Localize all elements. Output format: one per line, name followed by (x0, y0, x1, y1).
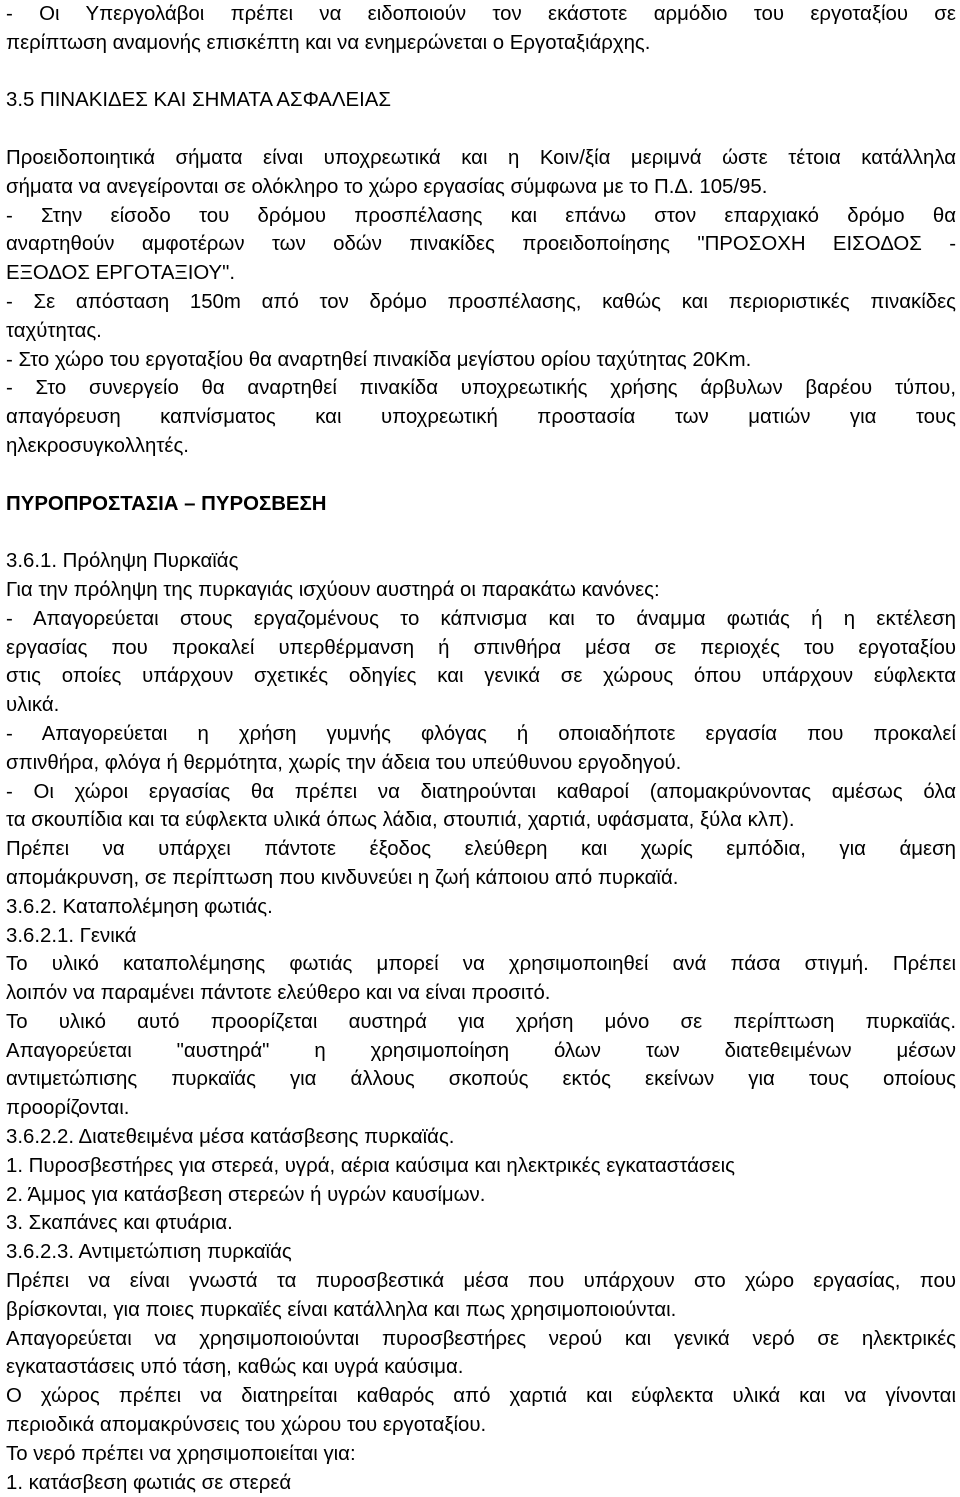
text-line: Προειδοποιητικά σήματα είναι υποχρεωτικά και η Κοιν/ξία μεριμνά ώστε τέτοια κατάλληλα (6, 146, 956, 169)
text-line: Απαγορεύεται "αυστηρά" η χρησιμοποίηση όλων των διατεθειμένων μέσων (6, 1039, 956, 1062)
subsection-heading: 3.6.2.3. Αντιμετώπιση πυρκαϊάς (6, 1241, 292, 1264)
text-line: βρίσκονται, για ποιες πυρκαϊές είναι κατάλληλα και πως χρησιμοποιούνται. (6, 1298, 677, 1321)
text-line: Ο χώρος πρέπει να διατηρείται καθαρός από χαρτιά και εύφλεκτα υλικά και να γίνονται (6, 1385, 956, 1408)
text-line: σπινθήρα, φλόγα ή θερμότητα, χωρίς την άδεια του υπεύθυνου εργοδηγού. (6, 751, 682, 774)
text-line: - Στο χώρο του εργοταξίου θα αναρτηθεί πινακίδα μεγίστου ορίου ταχύτητας 20Km. (6, 348, 752, 371)
text-line: - Οι Υπεργολάβοι πρέπει να ειδοποιούν τον εκάστοτε αρμόδιο του εργοταξίου σε (6, 3, 956, 25)
spacer (6, 518, 956, 547)
subsection-heading: 3.6.2.2. Διατεθειμένα μέσα κατάσβεσης πυρκαϊάς. (6, 1126, 455, 1149)
text-line: εγκαταστάσεις υπό τάση, καθώς και υγρά καύσιμα. (6, 1356, 464, 1379)
text-line: - Απαγορεύεται η χρήση γυμνής φλόγας ή οποιαδήποτε εργασία που προκαλεί (6, 722, 956, 745)
subsection-heading: 3.6.2.1. Γενικά (6, 924, 137, 947)
subsection-heading: 3.6.1. Πρόληψη Πυρκαϊάς (6, 550, 239, 573)
text-line: Το νερό πρέπει να χρησιμοποιείται για: (6, 1442, 356, 1465)
spacer (6, 58, 956, 87)
text-line: σήματα να ανεγείρονται σε ολόκληρο το χώρο εργασίας σύμφωνα με το Π.Δ. 105/95. (6, 175, 768, 198)
text-line: Απαγορεύεται να χρησιμοποιούνται πυροσβεστήρες νερού και γενικά νερό σε ηλεκτρικές (6, 1327, 956, 1350)
text-line: υλικά. (6, 694, 60, 717)
text-line: περιοδικά απομακρύνσεις του χώρου του εργοταξίου. (6, 1414, 487, 1437)
text-line: αναρτηθούν αμφοτέρων των οδών πινακίδες προειδοποίησης "ΠΡΟΣΟΧΗ ΕΙΣΟΔΟΣ - (6, 233, 956, 256)
list-item: 2. Άμμος για κατάσβεση στερεών ή υγρών καυσίμων. (6, 1183, 486, 1206)
text-line: Πρέπει να είναι γνωστά τα πυροσβεστικά μέσα που υπάρχουν στο χώρο εργασίας, που (6, 1270, 956, 1293)
text-line: ταχύτητας. (6, 319, 102, 342)
text-line: απομάκρυνση, σε περίπτωση που κινδυνεύει η ζωή κάποιου από πυρκαϊά. (6, 866, 679, 889)
text-line: τα σκουπίδια και τα εύφλεκτα υλικά όπως λάδια, στουπιά, χαρτιά, υφάσματα, ξύλα κλπ). (6, 809, 795, 832)
text-line: περίπτωση αναμονής επισκέπτη και να ενημερώνεται ο Εργοταξιάρχης. (6, 31, 651, 54)
text-line: ηλεκροσυγκολλητές. (6, 434, 189, 457)
text-line: - Απαγορεύεται στους εργαζομένους το κάπνισμα και το άναμμα φωτιάς ή η εκτέλεση (6, 607, 956, 630)
text-line: λοιπόν να παραμένει πάντοτε ελεύθερο και να είναι προσιτό. (6, 982, 551, 1005)
text-line: εργασίας που προκαλεί υπερθέρμανση ή σπινθήρα μέσα σε περιοχές του εργοταξίου (6, 636, 956, 659)
text-line: Το υλικό καταπολέμησης φωτιάς μπορεί να χρησιμοποιηθεί ανά πάσα στιγμή. Πρέπει (6, 953, 956, 976)
text-line: Το υλικό αυτό προορίζεται αυστηρά για χρήση μόνο σε περίπτωση πυρκαϊάς. (6, 1010, 956, 1033)
text-line: Για την πρόληψη της πυρκαγιάς ισχύουν αυστηρά οι παρακάτω κανόνες: (6, 578, 660, 601)
section-heading: 3.5 ΠΙΝΑΚΙΔΕΣ ΚΑΙ ΣΗΜΑΤΑ ΑΣΦΑΛΕΙΑΣ (6, 89, 391, 112)
text-line: - Στο συνεργείο θα αναρτηθεί πινακίδα υποχρεωτικής χρήσης άρβυλων βαρέου τύπου, (6, 377, 956, 400)
section-heading: ΠΥΡΟΠΡΟΣΤΑΣΙΑ – ΠΥΡΟΣΒΕΣΗ (6, 492, 327, 515)
spacer (6, 461, 956, 490)
list-item: 1. κατάσβεση φωτιάς σε στερεά (6, 1471, 292, 1494)
spacer (6, 115, 956, 144)
text-line: προορίζονται. (6, 1097, 130, 1120)
text-line: αντιμετώπισης πυρκαϊάς για άλλους σκοπούς εκτός εκείνων για τους οποίους (6, 1068, 956, 1091)
text-line: ΕΞΟΔΟΣ ΕΡΓΟΤΑΞΙΟΥ". (6, 262, 236, 285)
text-line: απαγόρευση καπνίσματος και υποχρεωτική προστασία των ματιών για τους (6, 406, 956, 429)
text-line: - Στην είσοδο του δρόμου προσπέλασης και επάνω στον επαρχιακό δρόμο θα (6, 204, 956, 227)
subsection-heading: 3.6.2. Καταπολέμηση φωτιάς. (6, 895, 273, 918)
text-line: - Οι χώροι εργασίας θα πρέπει να διατηρούνται καθαροί (απομακρύνοντας αμέσως όλα (6, 780, 956, 803)
list-item: 3. Σκαπάνες και φτυάρια. (6, 1212, 233, 1235)
text-line: - Σε απόσταση 150m από τον δρόμο προσπέλασης, καθώς και περιοριστικές πινακίδες (6, 290, 956, 313)
text-line: Πρέπει να υπάρχει πάντοτε έξοδος ελεύθερη και χωρίς εμπόδια, για άμεση (6, 838, 956, 861)
text-line: στις οποίες υπάρχουν σχετικές οδηγίες και γενικά σε χώρους όπου υπάρχουν εύφλεκτα (6, 665, 956, 688)
list-item: 1. Πυροσβεστήρες για στερεά, υγρά, αέρια καύσιμα και ηλεκτρικές εγκαταστάσεις (6, 1154, 735, 1177)
document-page (6, 0, 956, 1497)
